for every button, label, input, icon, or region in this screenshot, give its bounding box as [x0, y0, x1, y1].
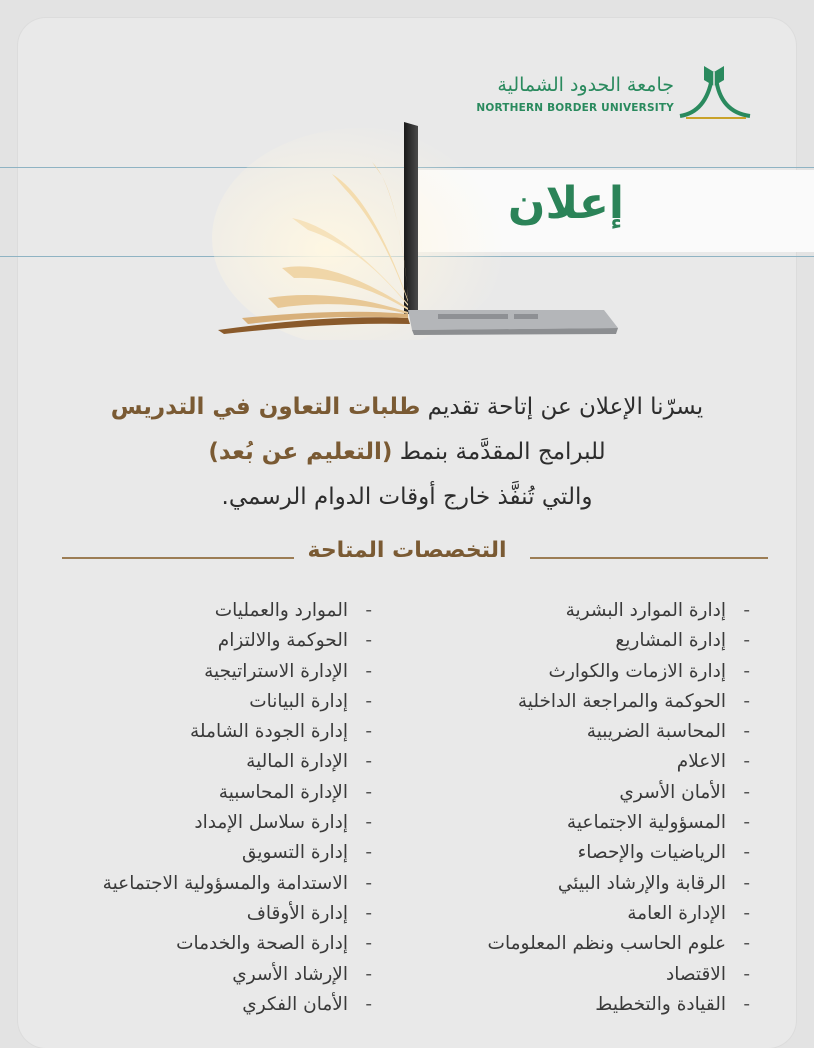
section-title: التخصصات المتاحة [307, 538, 507, 563]
specialization-item: - إدارة البيانات [103, 687, 372, 717]
university-logo [476, 58, 754, 124]
specialization-item: - الأمان الأسري [488, 778, 750, 808]
intro-highlight-2: (التعليم عن بُعد) [208, 439, 393, 465]
intro-line-1: يسرّنا الإعلان عن إتاحة تقديم طلبات التعاون في التدريس [110, 394, 704, 420]
specialization-item: - إدارة الجودة الشاملة [103, 717, 372, 747]
intro-highlight-1: طلبات التعاون في التدريس [110, 394, 421, 420]
specializations-right-column [488, 596, 750, 1020]
specialization-item: - الرياضيات والإحصاء [488, 838, 750, 868]
specialization-item: - إدارة التسويق [103, 838, 372, 868]
section-rule-right [530, 557, 768, 559]
specialization-item: - الحوكمة والالتزام [103, 626, 372, 656]
specialization-item: - إدارة الموارد البشرية [488, 596, 750, 626]
section-rule-left [62, 557, 294, 559]
specialization-item: - الاقتصاد [488, 960, 750, 990]
intro-line-3: والتي تُنفَّذ خارج أوقات الدوام الرسمي. [221, 484, 593, 510]
specialization-item: - إدارة الصحة والخدمات [103, 929, 372, 959]
specializations-left-column [103, 596, 372, 1020]
specialization-item: - المحاسبة الضريبية [488, 717, 750, 747]
specialization-item: - الإرشاد الأسري [103, 960, 372, 990]
specialization-item: - الحوكمة والمراجعة الداخلية [488, 687, 750, 717]
specialization-item: - الإدارة العامة [488, 899, 750, 929]
university-name-ar: جامعة الحدود الشمالية [497, 74, 674, 96]
specialization-item: - الموارد والعمليات [103, 596, 372, 626]
specialization-item: - الاعلام [488, 747, 750, 777]
specialization-item: - المسؤولية الاجتماعية [488, 808, 750, 838]
specialization-item: - الرقابة والإرشاد البيئي [488, 869, 750, 899]
intro-line-2: للبرامج المقدَّمة بنمط (التعليم عن بُعد) [208, 439, 606, 465]
book-laptop-illustration [212, 118, 622, 340]
specialization-item: - إدارة الازمات والكوارث [488, 657, 750, 687]
specialization-item: - الاستدامة والمسؤولية الاجتماعية [103, 869, 372, 899]
specialization-item: - الإدارة المالية [103, 747, 372, 777]
specialization-item: - إدارة المشاريع [488, 626, 750, 656]
specialization-item: - علوم الحاسب ونظم المعلومات [488, 929, 750, 959]
specialization-item: - إدارة سلاسل الإمداد [103, 808, 372, 838]
specialization-item: - الإدارة الاستراتيجية [103, 657, 372, 687]
university-emblem-icon [676, 58, 754, 122]
announcement-title: إعلان [507, 178, 624, 229]
specialization-item: - الأمان الفكري [103, 990, 372, 1020]
intro-paragraph [60, 385, 754, 520]
university-name-en: NORTHERN BORDER UNIVERSITY [476, 102, 674, 114]
specialization-item: - إدارة الأوقاف [103, 899, 372, 929]
specialization-item: - الإدارة المحاسبية [103, 778, 372, 808]
specialization-item: - القيادة والتخطيط [488, 990, 750, 1020]
